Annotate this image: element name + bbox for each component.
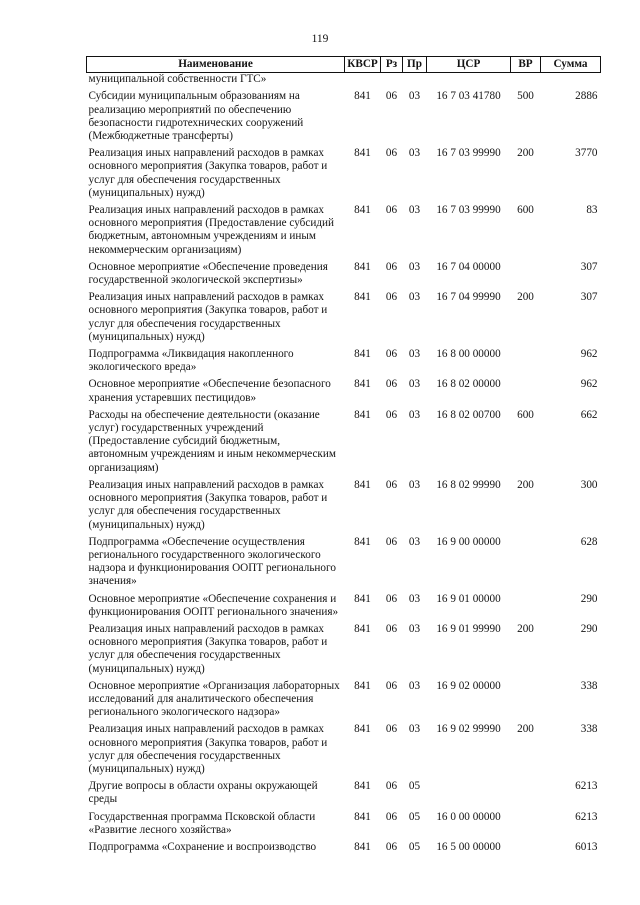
cell-kvsr: 841 xyxy=(354,780,371,793)
cell-kvsr: 841 xyxy=(354,840,371,853)
cell-csr: 16 8 02 00700 xyxy=(436,408,501,421)
cell-kvsr: 841 xyxy=(354,260,371,273)
cell-pr: 03 xyxy=(408,478,421,491)
cell-rz: 06 xyxy=(385,535,398,548)
cell-rz: 06 xyxy=(385,90,398,103)
cell-sum: 2886 xyxy=(575,90,598,103)
cell-sum: 83 xyxy=(586,204,598,217)
cell-pr: 03 xyxy=(408,291,421,304)
cell-csr xyxy=(427,73,511,91)
table-row xyxy=(87,780,601,810)
cell-csr: 16 9 02 99990 xyxy=(436,723,501,736)
cell-kvsr xyxy=(345,73,381,91)
table-row xyxy=(87,536,601,593)
cell-name: Реализация иных направлений расходов в рамках основного мероприятия (Закупка товаров, работ и услуг для обеспечения государственных (муниципальных) нужд) xyxy=(88,291,328,343)
table-row xyxy=(87,90,601,147)
cell-csr: 16 9 01 00000 xyxy=(436,592,501,605)
cell-name: Реализация иных направлений расходов в рамках основного мероприятия (Закупка товаров, работ и услуг для обеспечения государственных (муниципальных) нужд) xyxy=(88,478,328,531)
cell-vr: 200 xyxy=(517,478,534,491)
cell-vr xyxy=(511,680,541,724)
cell-vr: 200 xyxy=(517,723,534,736)
cell-name: Субсидии муниципальным образованиям на реализацию мероприятий по обеспечению безопасности гидротехнических сооружений (Межбюджетные трансферты) xyxy=(88,90,304,143)
cell-csr: 16 7 03 41780 xyxy=(436,90,501,103)
cell-kvsr: 841 xyxy=(354,535,371,548)
cell-sum: 338 xyxy=(580,723,598,736)
cell-sum: 338 xyxy=(580,679,598,692)
cell-pr: 03 xyxy=(408,204,421,217)
cell-pr: 03 xyxy=(408,592,421,605)
cell-sum: 307 xyxy=(580,260,598,273)
table-row xyxy=(87,409,601,479)
cell-name: Подпрограмма «Ликвидация накопленного экологического вреда» xyxy=(88,348,294,374)
header-pr: Пр xyxy=(403,57,427,73)
cell-vr xyxy=(511,378,541,408)
cell-sum: 290 xyxy=(580,592,598,605)
cell-vr: 200 xyxy=(517,622,534,635)
header-vr: ВР xyxy=(511,57,541,73)
table-row xyxy=(87,261,601,291)
cell-name: Подпрограмма «Сохранение и воспроизводство xyxy=(88,840,317,853)
cell-name: Реализация иных направлений расходов в рамках основного мероприятия (Закупка товаров, работ и услуг для обеспечения государственных (муниципальных) нужд) xyxy=(88,622,328,675)
cell-sum: 300 xyxy=(580,478,598,491)
cell-vr: 600 xyxy=(517,204,534,217)
cell-name: Основное мероприятие «Обеспечение проведения государственной экологической экспертизы» xyxy=(88,260,328,287)
cell-pr: 03 xyxy=(408,679,421,692)
cell-rz: 06 xyxy=(385,622,398,635)
cell-csr: 16 8 02 00000 xyxy=(436,378,501,391)
cell-pr: 05 xyxy=(408,780,421,793)
table-row xyxy=(87,811,601,841)
header-kvsr: КВСР xyxy=(345,57,381,73)
cell-kvsr: 841 xyxy=(354,147,371,160)
cell-rz: 06 xyxy=(385,723,398,736)
header-csr: ЦСР xyxy=(427,57,511,73)
cell-name: Реализация иных направлений расходов в рамках основного мероприятия (Закупка товаров, работ и услуг для обеспечения государственных (муниципальных) нужд) xyxy=(88,147,328,199)
cell-name: муниципальной собственности ГТС» xyxy=(88,73,267,86)
table-row xyxy=(87,841,601,858)
cell-sum: 3770 xyxy=(575,147,598,160)
cell-csr: 16 7 04 99990 xyxy=(436,291,501,304)
cell-kvsr: 841 xyxy=(354,723,371,736)
cell-rz: 06 xyxy=(385,780,398,793)
cell-vr: 200 xyxy=(517,147,534,160)
cell-sum: 6213 xyxy=(575,810,598,823)
cell-sum xyxy=(541,73,601,91)
cell-rz: 06 xyxy=(385,291,398,304)
cell-vr xyxy=(511,348,541,378)
cell-rz: 06 xyxy=(385,204,398,217)
table-row xyxy=(87,147,601,204)
cell-rz: 06 xyxy=(385,478,398,491)
cell-name: Реализация иных направлений расходов в рамках основного мероприятия (Предоставление субсидий бюджетным, автономным учреждениям и иным некоммерческим организациям) xyxy=(88,204,334,256)
cell-vr xyxy=(511,73,541,91)
cell-sum: 6213 xyxy=(575,780,598,793)
cell-vr: 500 xyxy=(517,90,534,103)
cell-kvsr: 841 xyxy=(354,204,371,217)
page-number: 119 xyxy=(311,33,329,45)
cell-pr xyxy=(403,73,427,91)
cell-kvsr: 841 xyxy=(354,622,371,635)
table-row xyxy=(87,593,601,623)
cell-vr xyxy=(511,780,541,810)
cell-kvsr: 841 xyxy=(354,408,371,421)
cell-rz: 06 xyxy=(385,810,398,823)
cell-vr xyxy=(511,841,541,858)
cell-csr: 16 7 03 99990 xyxy=(436,204,501,217)
cell-name: Государственная программа Псковской области «Развитие лесного хозяйства» xyxy=(88,810,316,836)
cell-rz: 06 xyxy=(385,260,398,273)
table-row xyxy=(87,348,601,378)
cell-kvsr: 841 xyxy=(354,679,371,692)
cell-kvsr: 841 xyxy=(354,291,371,304)
cell-csr: 16 0 00 00000 xyxy=(436,810,501,823)
cell-kvsr: 841 xyxy=(354,90,371,103)
cell-vr xyxy=(511,593,541,623)
cell-pr: 03 xyxy=(408,535,421,548)
header-sum: Сумма xyxy=(541,57,601,73)
cell-sum: 962 xyxy=(580,378,598,391)
table-row xyxy=(87,204,601,261)
cell-sum: 6013 xyxy=(575,840,598,853)
table-row xyxy=(87,623,601,680)
table-row xyxy=(87,73,601,91)
cell-pr: 03 xyxy=(408,147,421,160)
cell-pr: 03 xyxy=(408,723,421,736)
cell-csr: 16 8 00 00000 xyxy=(436,348,501,361)
cell-pr: 03 xyxy=(408,378,421,391)
cell-csr: 16 9 01 99990 xyxy=(436,622,501,635)
table-row xyxy=(87,291,601,348)
cell-pr: 03 xyxy=(408,408,421,421)
cell-pr: 05 xyxy=(408,810,421,823)
cell-vr: 200 xyxy=(517,291,534,304)
cell-name: Основное мероприятие «Обеспечение безопасного хранения устаревших пестицидов» xyxy=(88,378,331,404)
cell-rz: 06 xyxy=(385,378,398,391)
budget-table xyxy=(86,56,601,858)
cell-csr: 16 9 00 00000 xyxy=(436,535,501,548)
cell-rz: 06 xyxy=(385,408,398,421)
cell-vr xyxy=(511,536,541,593)
table-row xyxy=(87,479,601,536)
cell-rz: 06 xyxy=(385,592,398,605)
cell-csr: 16 7 04 00000 xyxy=(436,260,501,273)
cell-name: Расходы на обеспечение деятельности (оказание услуг) государственных учреждений (Предоставление субсидий бюджетным, автономным учреждениям и иным некоммерческим организациям) xyxy=(88,408,336,474)
cell-rz xyxy=(381,73,403,91)
cell-sum: 307 xyxy=(580,291,598,304)
cell-pr: 03 xyxy=(408,348,421,361)
table-row xyxy=(87,723,601,780)
cell-kvsr: 841 xyxy=(354,810,371,823)
cell-kvsr: 841 xyxy=(354,478,371,491)
table-row xyxy=(87,680,601,724)
cell-pr: 03 xyxy=(408,622,421,635)
cell-name: Подпрограмма «Обеспечение осуществления регионального государственного экологического надзора и функционирования ООПТ регионального значения» xyxy=(88,535,336,588)
cell-csr: 16 5 00 00000 xyxy=(436,840,501,853)
cell-name: Основное мероприятие «Организация лабораторных исследований для аналитического обеспечения регионального экологического надзора» xyxy=(88,679,340,719)
cell-sum: 962 xyxy=(580,348,598,361)
cell-csr xyxy=(427,780,511,810)
cell-vr xyxy=(511,261,541,291)
cell-csr: 16 8 02 99990 xyxy=(436,478,501,491)
cell-rz: 06 xyxy=(385,348,398,361)
cell-name: Другие вопросы в области охраны окружающей среды xyxy=(88,780,318,806)
cell-csr: 16 9 02 00000 xyxy=(436,679,501,692)
cell-sum: 290 xyxy=(580,622,598,635)
table-row xyxy=(87,378,601,408)
cell-rz: 06 xyxy=(385,840,398,853)
cell-csr: 16 7 03 99990 xyxy=(436,147,501,160)
cell-pr: 03 xyxy=(408,260,421,273)
cell-kvsr: 841 xyxy=(354,592,371,605)
cell-kvsr: 841 xyxy=(354,378,371,391)
table-header-row xyxy=(87,57,601,73)
cell-pr: 03 xyxy=(408,90,421,103)
cell-rz: 06 xyxy=(385,147,398,160)
cell-kvsr: 841 xyxy=(354,348,371,361)
cell-rz: 06 xyxy=(385,679,398,692)
cell-name: Реализация иных направлений расходов в рамках основного мероприятия (Закупка товаров, работ и услуг для обеспечения государственных (муниципальных) нужд) xyxy=(88,723,328,775)
cell-sum: 628 xyxy=(580,535,598,548)
header-rz: Рз xyxy=(381,57,403,73)
header-name: Наименование xyxy=(87,57,345,73)
cell-sum: 662 xyxy=(580,408,598,421)
cell-vr: 600 xyxy=(517,408,534,421)
cell-name: Основное мероприятие «Обеспечение сохранения и функционирования ООПТ регионального значения» xyxy=(88,592,339,618)
cell-vr xyxy=(511,811,541,841)
cell-pr: 05 xyxy=(408,840,421,853)
